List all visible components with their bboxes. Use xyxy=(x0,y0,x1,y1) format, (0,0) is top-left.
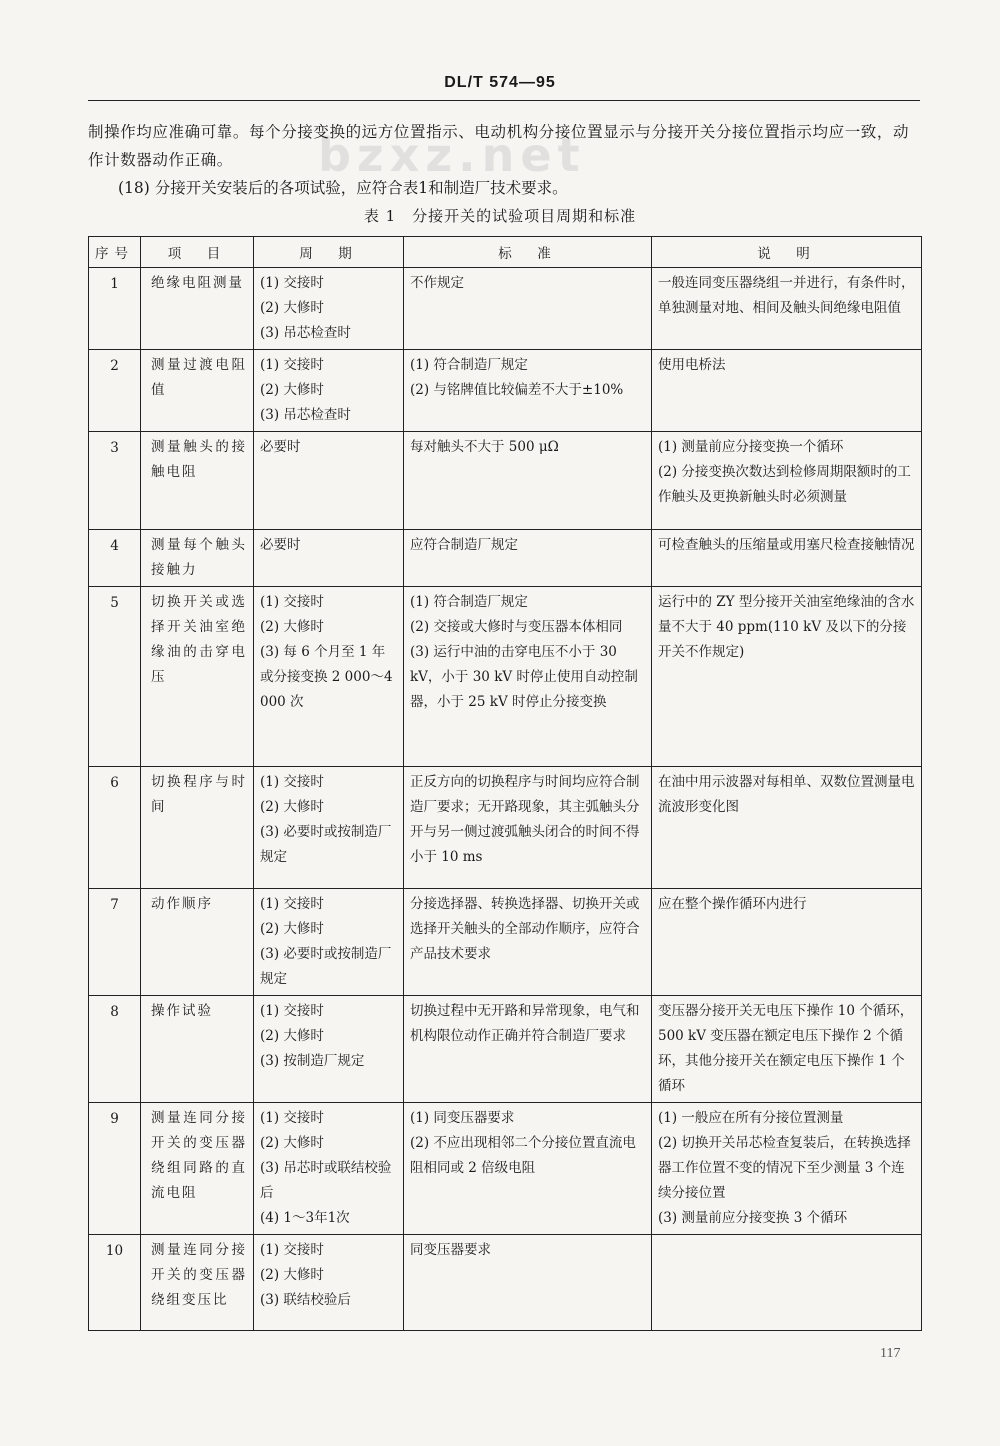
cell-period xyxy=(254,350,404,432)
cell-standard-line: (2) 交接或大修时与变压器本体相同 xyxy=(410,619,623,635)
cell-standard-line: 切换过程中无开路和异常现象，电气和机构限位动作正确并符合制造厂要求 xyxy=(410,1003,640,1044)
cell-item: 测量过渡电阻值 xyxy=(141,350,254,432)
table-row xyxy=(89,587,922,767)
cell-item: 绝缘电阻测量 xyxy=(141,268,254,350)
paragraph-2: (18) 分接开关安装后的各项试验，应符合表1和制造厂技术要求。 xyxy=(118,179,568,197)
cell-standard-line: (1) 符合制造厂规定 xyxy=(410,357,528,373)
cell-period-line: (3) 必要时或按制造厂规定 xyxy=(260,946,392,987)
cell-note-line: (1) 测量前应分接变换一个循环 xyxy=(658,439,844,455)
cell-no: 3 xyxy=(89,432,141,530)
cell-standard xyxy=(404,767,652,889)
cell-standard xyxy=(404,432,652,530)
cell-period xyxy=(254,587,404,767)
cell-period-line: (2) 大修时 xyxy=(260,1135,324,1151)
document-code: DL/T 574—95 xyxy=(444,74,556,91)
table-row xyxy=(89,767,922,889)
cell-period-line: (1) 交接时 xyxy=(260,1110,324,1126)
cell-period-line: (3) 每 6 个月至 1 年或分接变换 2 000～4 000 次 xyxy=(260,644,393,710)
table-header-row xyxy=(89,237,922,268)
cell-standard-line: (3) 运行中油的击穿电压不小于 30 kV，小于 30 kV 时停止使用自动控制器，小于 25 kV 时停止分接变换 xyxy=(410,644,638,710)
cell-note-line: 使用电桥法 xyxy=(658,357,726,373)
cell-period xyxy=(254,996,404,1103)
cell-standard xyxy=(404,1103,652,1235)
cell-standard-line: 同变压器要求 xyxy=(410,1242,491,1258)
cell-standard xyxy=(404,996,652,1103)
cell-period xyxy=(254,889,404,996)
paragraph-1: 制操作均应准确可靠。每个分接变换的远方位置指示、电动机构分接位置显示与分接开关分接位置指示均应一致，动作计数器动作正确。 xyxy=(88,123,910,169)
cell-item: 测量连同分接开关的变压器绕组变压比 xyxy=(141,1235,254,1331)
cell-period-line: (3) 吊芯检查时 xyxy=(260,325,351,341)
cell-note xyxy=(652,1103,922,1235)
cell-period xyxy=(254,1103,404,1235)
cell-item: 测量触头的接触电阻 xyxy=(141,432,254,530)
cell-note-line: 可检查触头的压缩量或用塞尺检查接触情况 xyxy=(658,537,915,553)
cell-standard-line: (1) 同变压器要求 xyxy=(410,1110,515,1126)
cell-period-line: (2) 大修时 xyxy=(260,921,324,937)
cell-standard xyxy=(404,889,652,996)
header-standard: 标 准 xyxy=(404,237,652,268)
cell-period-line: (3) 吊芯时或联结校验后 xyxy=(260,1160,392,1201)
cell-period-line: (1) 交接时 xyxy=(260,774,324,790)
cell-period-line: (2) 大修时 xyxy=(260,382,324,398)
cell-standard-line: 不作规定 xyxy=(410,275,464,291)
cell-note-line: 在油中用示波器对每相单、双数位置测量电流波形变化图 xyxy=(658,774,915,815)
cell-period-line: (3) 按制造厂规定 xyxy=(260,1053,365,1069)
cell-note-line: (3) 测量前应分接变换 3 个循环 xyxy=(658,1210,848,1226)
cell-standard-line: 正反方向的切换程序与时间均应符合制造厂要求；无开路现象，其主弧触头分开与另一侧过渡弧触头闭合的时间不得小于 10 ms xyxy=(410,774,640,865)
cell-standard xyxy=(404,350,652,432)
watermark: bzxz.net xyxy=(318,128,586,182)
cell-no: 4 xyxy=(89,530,141,587)
cell-item: 动作顺序 xyxy=(141,889,254,996)
page-number: 117 xyxy=(880,1346,901,1361)
table-row xyxy=(89,1103,922,1235)
cell-period xyxy=(254,767,404,889)
test-items-table xyxy=(88,236,922,1331)
table-row xyxy=(89,530,922,587)
cell-no: 9 xyxy=(89,1103,141,1235)
cell-period-line: 必要时 xyxy=(260,439,301,455)
cell-period xyxy=(254,1235,404,1331)
cell-period-line: (2) 大修时 xyxy=(260,1028,324,1044)
cell-standard-line: (2) 与铭牌值比较偏差不大于±10% xyxy=(410,382,624,398)
cell-item: 切换开关或选择开关油室绝缘油的击穿电压 xyxy=(141,587,254,767)
cell-period-line: (3) 联结校验后 xyxy=(260,1292,351,1308)
cell-period-line: 必要时 xyxy=(260,537,301,553)
cell-period-line: (4) 1～3年1次 xyxy=(260,1210,350,1226)
cell-note-line: (2) 分接变换次数达到检修周期限额时的工作触头及更换新触头时必须测量 xyxy=(658,464,911,505)
header-rule xyxy=(88,100,920,101)
cell-period-line: (2) 大修时 xyxy=(260,799,324,815)
cell-period-line: (1) 交接时 xyxy=(260,357,324,373)
cell-period-line: (2) 大修时 xyxy=(260,1267,324,1283)
cell-note xyxy=(652,996,922,1103)
cell-period-line: (2) 大修时 xyxy=(260,300,324,316)
cell-item: 测量每个触头接触力 xyxy=(141,530,254,587)
header-period: 周 期 xyxy=(254,237,404,268)
cell-no: 8 xyxy=(89,996,141,1103)
cell-period-line: (1) 交接时 xyxy=(260,594,324,610)
cell-item: 切换程序与时间 xyxy=(141,767,254,889)
cell-standard-line: 每对触头不大于 500 μΩ xyxy=(410,439,559,455)
cell-standard xyxy=(404,530,652,587)
header-note: 说 明 xyxy=(652,237,922,268)
cell-no: 6 xyxy=(89,767,141,889)
cell-period-line: (1) 交接时 xyxy=(260,275,324,291)
cell-note xyxy=(652,1235,922,1331)
cell-standard-line: (2) 不应出现相邻二个分接位置直流电阻相同或 2 倍级电阻 xyxy=(410,1135,636,1176)
cell-no: 7 xyxy=(89,889,141,996)
cell-standard xyxy=(404,587,652,767)
cell-note xyxy=(652,268,922,350)
cell-note xyxy=(652,889,922,996)
cell-note-line: (1) 一般应在所有分接位置测量 xyxy=(658,1110,844,1126)
cell-item: 测量连同分接开关的变压器绕组同路的直流电阻 xyxy=(141,1103,254,1235)
cell-note xyxy=(652,587,922,767)
table-row xyxy=(89,350,922,432)
cell-note-line: (2) 切换开关吊芯检查复装后，在转换选择器工作位置不变的情况下至少测量 3 个连续分接位置 xyxy=(658,1135,911,1201)
table-row xyxy=(89,889,922,996)
cell-period xyxy=(254,432,404,530)
cell-period-line: (1) 交接时 xyxy=(260,1242,324,1258)
cell-note-line: 应在整个操作循环内进行 xyxy=(658,896,807,912)
table-caption: 表 1 分接开关的试验项目周期和标准 xyxy=(363,207,637,225)
cell-standard-line: 分接选择器、转换选择器、切换开关或选择开关触头的全部动作顺序，应符合产品技术要求 xyxy=(410,896,640,962)
cell-standard xyxy=(404,1235,652,1331)
cell-note-line: 变压器分接开关无电压下操作 10 个循环，500 kV 变压器在额定电压下操作 2 个循环，其他分接开关在额定电压下操作 1 个循环 xyxy=(658,1003,914,1094)
cell-no: 5 xyxy=(89,587,141,767)
cell-note-line: 运行中的 ZY 型分接开关油室绝缘油的含水量不大于 40 ppm(110 kV 及以下的分接开关不作规定) xyxy=(658,594,915,660)
cell-standard-line: (1) 符合制造厂规定 xyxy=(410,594,528,610)
cell-period xyxy=(254,268,404,350)
cell-period-line: (2) 大修时 xyxy=(260,619,324,635)
cell-period xyxy=(254,530,404,587)
table-row xyxy=(89,268,922,350)
cell-note xyxy=(652,350,922,432)
cell-no: 10 xyxy=(89,1235,141,1331)
cell-no: 1 xyxy=(89,268,141,350)
cell-note-line: 一般连同变压器绕组一并进行，有条件时，单独测量对地、相间及触头间绝缘电阻值 xyxy=(658,275,915,316)
cell-item: 操作试验 xyxy=(141,996,254,1103)
table-row xyxy=(89,432,922,530)
header-item: 项 目 xyxy=(141,237,254,268)
table-row xyxy=(89,1235,922,1331)
cell-note xyxy=(652,767,922,889)
cell-period-line: (3) 必要时或按制造厂规定 xyxy=(260,824,392,865)
table-row xyxy=(89,996,922,1103)
cell-note xyxy=(652,432,922,530)
cell-no: 2 xyxy=(89,350,141,432)
cell-period-line: (3) 吊芯检查时 xyxy=(260,407,351,423)
cell-note xyxy=(652,530,922,587)
header-no: 序号 xyxy=(89,237,141,268)
cell-period-line: (1) 交接时 xyxy=(260,896,324,912)
cell-standard-line: 应符合制造厂规定 xyxy=(410,537,518,553)
cell-period-line: (1) 交接时 xyxy=(260,1003,324,1019)
cell-standard xyxy=(404,268,652,350)
